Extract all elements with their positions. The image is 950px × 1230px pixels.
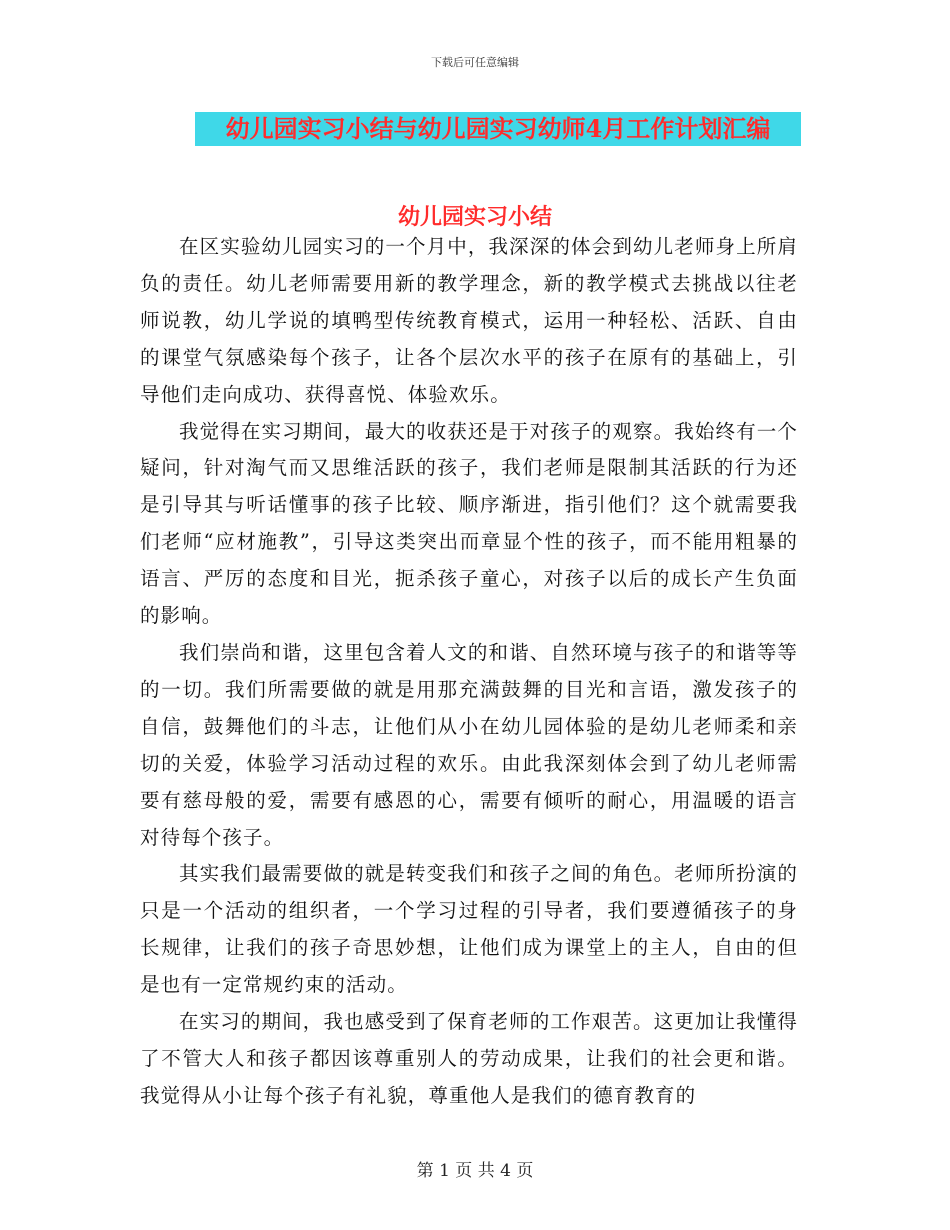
document-body: [140, 229, 798, 1115]
paragraph: 在实习的期间，我也感受到了保育老师的工作艰苦。这更加让我懂得了不管大人和孩子都因该尊重别人的劳动成果，让我们的社会更和谐。我觉得从小让每个孩子有礼貌，尊重他人是我们的德育教育的: [140, 1010, 798, 1107]
paragraph: 我们崇尚和谐，这里包含着人文的和谐、自然环境与孩子的和谐等等的一切。我们所需要做的就是用那充满鼓舞的目光和言语，激发孩子的自信，鼓舞他们的斗志，让他们从小在幼儿园体验的是幼儿老师柔和亲切的关爱，体验学习活动过程的欢乐。由此我深刻体会到了幼儿老师需要有慈母般的爱，需要有感恩的心，需要有倾听的耐心，用温暖的语言对待每个孩子。: [140, 640, 798, 849]
paragraph: 我觉得在实习期间，最大的收获还是于对孩子的观察。我始终有一个疑问，针对淘气而又思维活跃的孩子，我们老师是限制其活跃的行为还是引导其与听话懂事的孩子比较、顺序渐进，指引他们？这个就需要我们老师“应材施教”，引导这类突出而章显个性的孩子，而不能用粗暴的语言、严厉的态度和目光，扼杀孩子童心，对孩子以后的成长产生负面的影响。: [140, 419, 798, 628]
header-note: 下载后可任意编辑: [431, 56, 519, 69]
paragraph: 在区实验幼儿园实习的一个月中，我深深的体会到幼儿老师身上所肩负的责任。幼儿老师需要用新的教学理念，新的教学模式去挑战以往老师说教，幼儿学说的填鸭型传统教育模式，运用一种轻松、活跃、自由的课堂气氛感染每个孩子，让各个层次水平的孩子在原有的基础上，引导他们走向成功、获得喜悦、体验欢乐。: [140, 235, 798, 406]
page-number-footer: 第 1 页 共 4 页: [416, 1161, 534, 1181]
paragraph: 其实我们最需要做的就是转变我们和孩子之间的角色。老师所扮演的只是一个活动的组织者，一个学习过程的引导者，我们要遵循孩子的身长规律，让我们的孩子奇思妙想，让他们成为课堂上的主人，自由的但是也有一定常规约束的活动。: [140, 862, 798, 997]
section-title: 幼儿园实习小结: [397, 204, 552, 230]
document-title: 幼儿园实习小结与幼儿园实习幼师4月工作计划汇编: [225, 114, 771, 143]
